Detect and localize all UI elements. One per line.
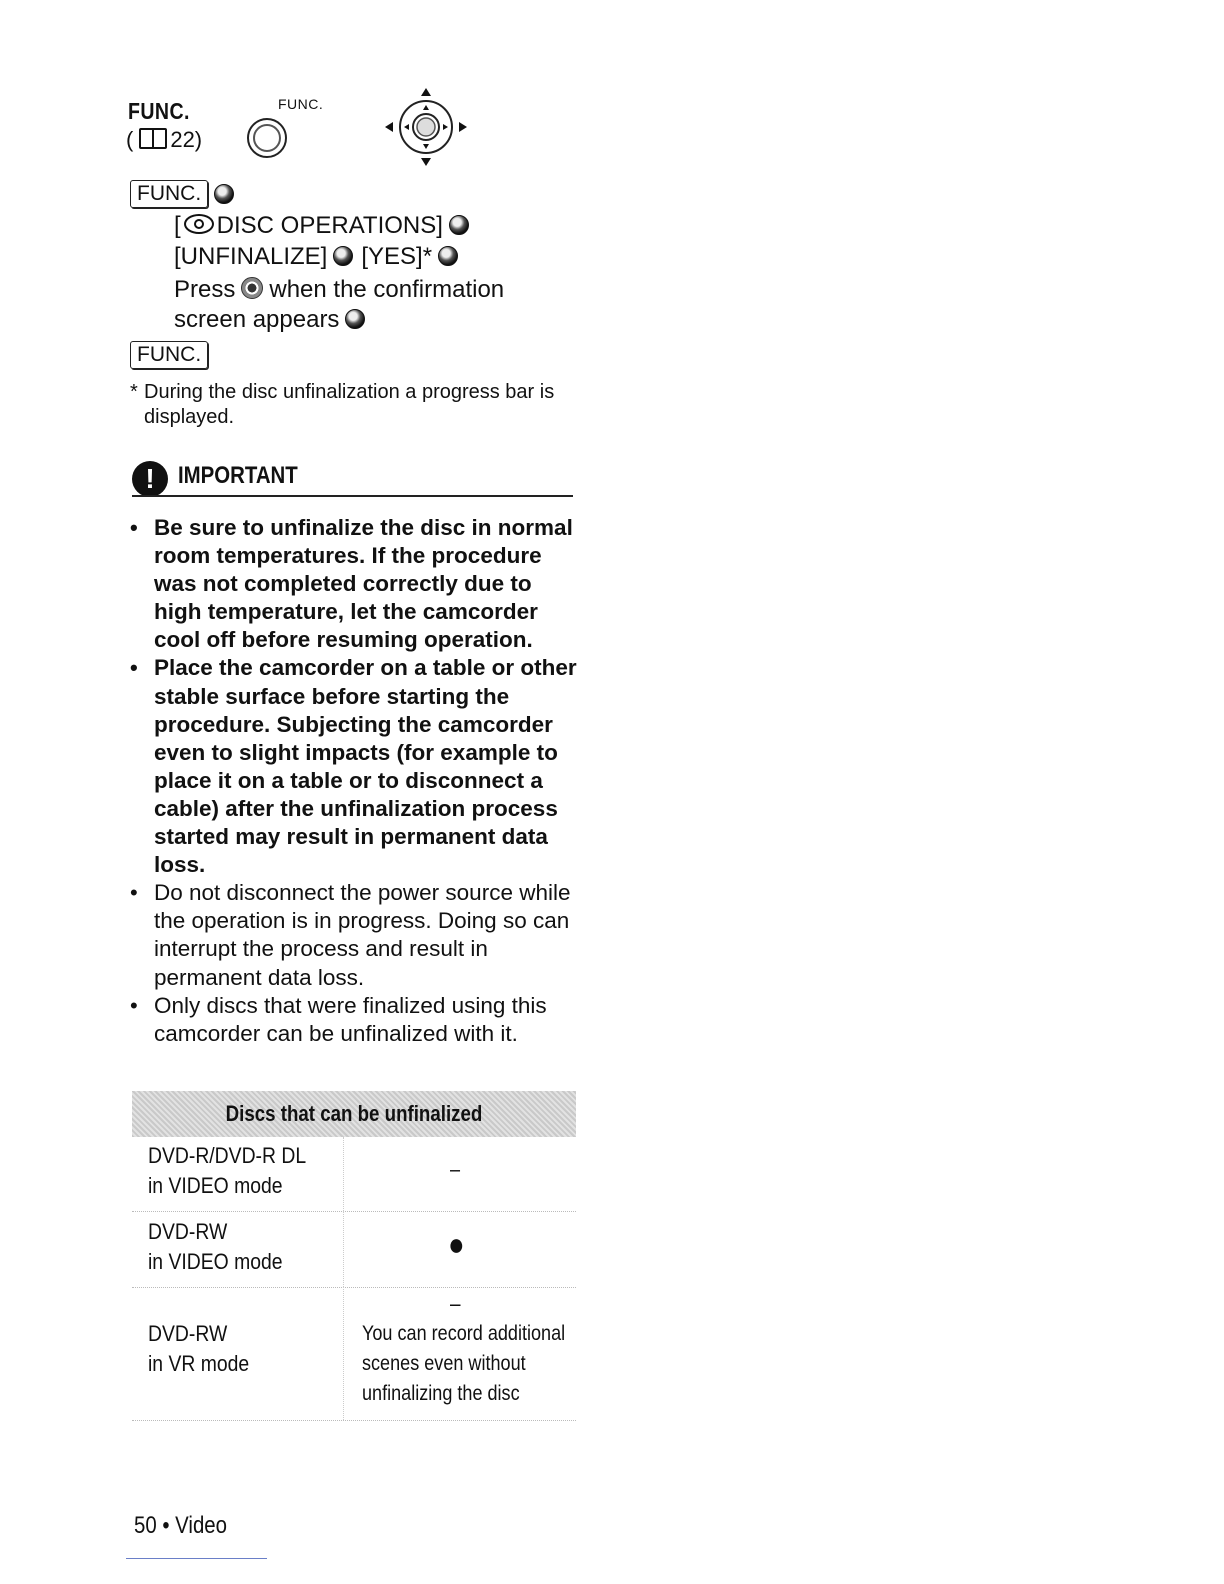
- disc-type: DVD-RW: [148, 1321, 228, 1346]
- press-label: Press: [174, 276, 236, 303]
- footer-underline: [126, 1558, 267, 1559]
- func-key: FUNC.: [130, 341, 208, 369]
- step-func-close: [130, 341, 208, 369]
- joystick-icon: [383, 86, 469, 168]
- book-icon: [139, 128, 167, 149]
- func-button-label: FUNC.: [278, 96, 324, 112]
- disc-icon: [184, 214, 214, 234]
- disc-mode: in VIDEO mode: [148, 1249, 283, 1274]
- yes-label: [YES]*: [361, 243, 433, 270]
- support-note: You can record additional scenes even without unfinalizing the disc: [362, 1322, 566, 1405]
- ref-page-number: 22): [170, 127, 203, 152]
- step-disc-operations: [174, 211, 469, 241]
- confirmation-label: when the confirmation: [269, 276, 505, 303]
- table-title: Discs that can be unfinalized: [225, 1101, 483, 1126]
- table-row: [132, 1137, 576, 1212]
- bracket-open: [: [174, 212, 181, 239]
- disc-mode: in VR mode: [148, 1351, 250, 1376]
- disc-type: DVD-RW: [148, 1219, 228, 1244]
- list-item: • Be sure to unfinalize the disc in normal room temperatures. If the procedure was not completed correctly due to high temperature, let the camcorder cool off before resuming operation.: [130, 514, 580, 654]
- step-marker-icon: [214, 184, 234, 204]
- set-button-icon: [241, 277, 263, 299]
- footnote: [130, 380, 580, 430]
- important-title: IMPORTANT: [178, 462, 298, 489]
- footer-separator: •: [162, 1512, 170, 1539]
- disc-type: DVD-R/DVD-R DL: [148, 1143, 307, 1168]
- unfinalize-label: [UNFINALIZE]: [174, 243, 328, 270]
- step-press-set: [174, 275, 504, 305]
- step-unfinalize: [174, 242, 458, 272]
- step-marker-icon: [438, 246, 458, 266]
- page-reference: [126, 126, 202, 153]
- step-marker-icon: [345, 309, 365, 329]
- disc-operations-label: DISC OPERATIONS]: [216, 212, 443, 239]
- page-number: 50: [134, 1512, 157, 1539]
- step-marker-icon: [449, 215, 469, 235]
- important-list: [130, 514, 580, 1048]
- step-func-open: [130, 180, 234, 208]
- screen-appears-label: screen appears: [174, 306, 340, 333]
- table-header: [132, 1091, 576, 1137]
- divider: [132, 495, 573, 497]
- support-value: ●: [448, 1226, 465, 1262]
- table-row: [132, 1211, 576, 1288]
- step-screen-appears: [174, 305, 365, 335]
- footnote-star: *: [130, 381, 138, 403]
- list-item: • Do not disconnect the power source while the operation is in progress. Doing so can interrupt the process and result in permanent data loss.: [130, 879, 580, 991]
- important-icon: !: [132, 461, 168, 497]
- list-item: • Only discs that were finalized using this camcorder can be unfinalized with it.: [130, 992, 580, 1048]
- list-item: • Place the camcorder on a table or other stable surface before starting the procedure. Subjecting the camcorder even to slight impacts (for example to place it on a table or to disconnect a cable) after the unfinalization process started may result in permanent data loss.: [130, 654, 580, 879]
- func-button-icon: [247, 118, 287, 158]
- support-value: –: [450, 1291, 461, 1316]
- page-footer: [134, 1512, 227, 1540]
- support-value: –: [450, 1158, 461, 1181]
- table-row: [132, 1287, 576, 1421]
- func-title: FUNC.: [128, 98, 190, 124]
- ref-open-paren: (: [126, 127, 134, 152]
- footnote-text: During the disc unfinalization a progress bar is displayed.: [144, 381, 555, 428]
- disc-mode: in VIDEO mode: [148, 1173, 283, 1198]
- func-key: FUNC.: [130, 180, 208, 208]
- section-name: Video: [175, 1512, 227, 1539]
- step-marker-icon: [333, 246, 353, 266]
